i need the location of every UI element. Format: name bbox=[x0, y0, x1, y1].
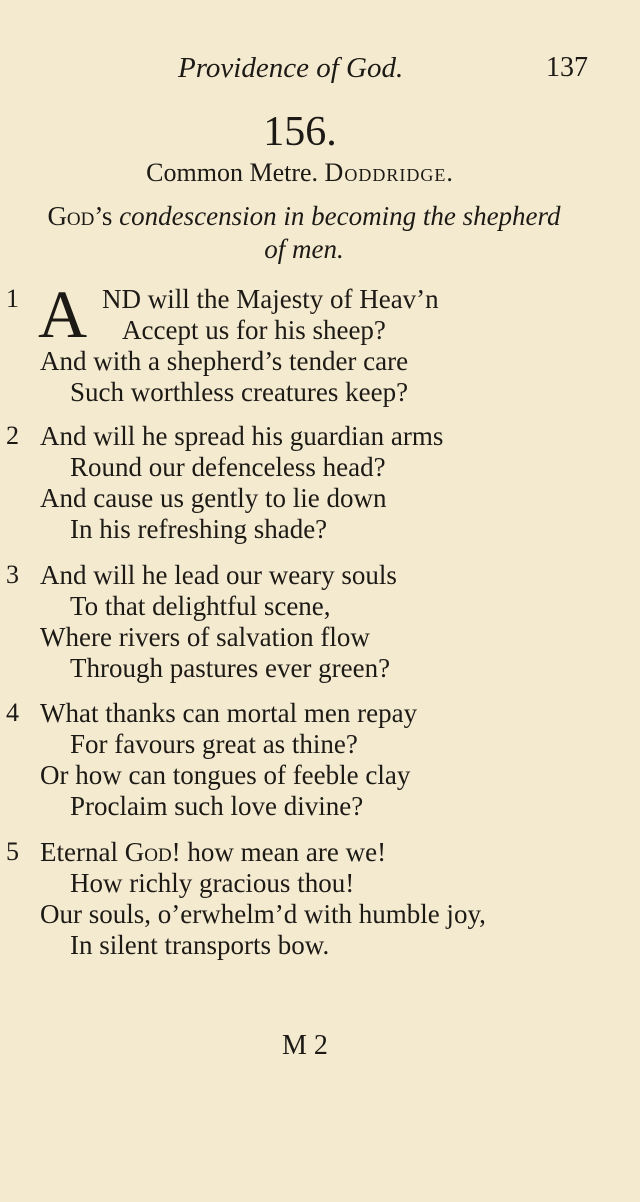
subject-line-1 bbox=[4, 200, 604, 233]
hymn-subject bbox=[4, 200, 604, 266]
verse-line: Where rivers of salvation flow bbox=[40, 622, 370, 652]
author-name: Doddridge. bbox=[324, 158, 454, 187]
subject-italic-1: condescension in becoming the shepherd bbox=[119, 201, 561, 231]
verse-number: 4 bbox=[6, 698, 19, 727]
verse-line: How richly gracious thou! bbox=[70, 868, 355, 898]
verse-line: And with a shepherd’s tender care bbox=[40, 346, 409, 376]
running-title: Providence of God. bbox=[178, 52, 404, 84]
running-head bbox=[0, 52, 640, 92]
verse-line: Through pastures ever green? bbox=[70, 653, 391, 683]
subject-apostrophe: ’s bbox=[94, 201, 120, 231]
verse-line: And cause us gently to lie down bbox=[40, 483, 387, 513]
verse-number: 5 bbox=[6, 837, 19, 866]
verse-line: Proclaim such love divine? bbox=[70, 791, 364, 821]
subject-line-2: of men. bbox=[264, 234, 344, 264]
verse-line: And will he spread his guardian arms bbox=[40, 421, 444, 451]
god-small-caps: God bbox=[124, 837, 172, 867]
verse-line: ND will the Majesty of Heav’n bbox=[102, 284, 439, 314]
verse-line: And will he lead our weary souls bbox=[40, 560, 397, 590]
hymn-number: 156. bbox=[263, 109, 337, 155]
verse-line: What thanks can mortal men repay bbox=[40, 698, 418, 728]
verse-number: 1 bbox=[6, 284, 19, 313]
verse-line: Our souls, o’erwhelm’d with humble joy, bbox=[40, 899, 486, 929]
verse-line: To that delightful scene, bbox=[70, 591, 331, 621]
verse-line: For favours great as thine? bbox=[70, 729, 358, 759]
verse-line: Or how can tongues of feeble clay bbox=[40, 760, 411, 790]
verse-line: In silent transports bow. bbox=[70, 930, 330, 960]
verse-line: Round our defenceless head? bbox=[70, 452, 386, 482]
verse-line: Accept us for his sheep? bbox=[122, 315, 386, 345]
signature-mark: M 2 bbox=[282, 1030, 328, 1061]
line-text: ! how mean are we! bbox=[171, 837, 387, 867]
verse-number: 3 bbox=[6, 560, 19, 589]
page-number: 137 bbox=[546, 52, 588, 83]
verse-line bbox=[40, 837, 386, 868]
verse-number: 2 bbox=[6, 421, 19, 450]
line-text: Eternal bbox=[40, 837, 125, 867]
subject-god: God bbox=[47, 201, 95, 231]
verse-line: Such worthless creatures keep? bbox=[70, 377, 409, 407]
drop-cap: A bbox=[38, 276, 88, 352]
metre-line bbox=[0, 158, 600, 188]
verse-line: In his refreshing shade? bbox=[70, 514, 328, 544]
metre-label: Common Metre. bbox=[146, 158, 319, 187]
